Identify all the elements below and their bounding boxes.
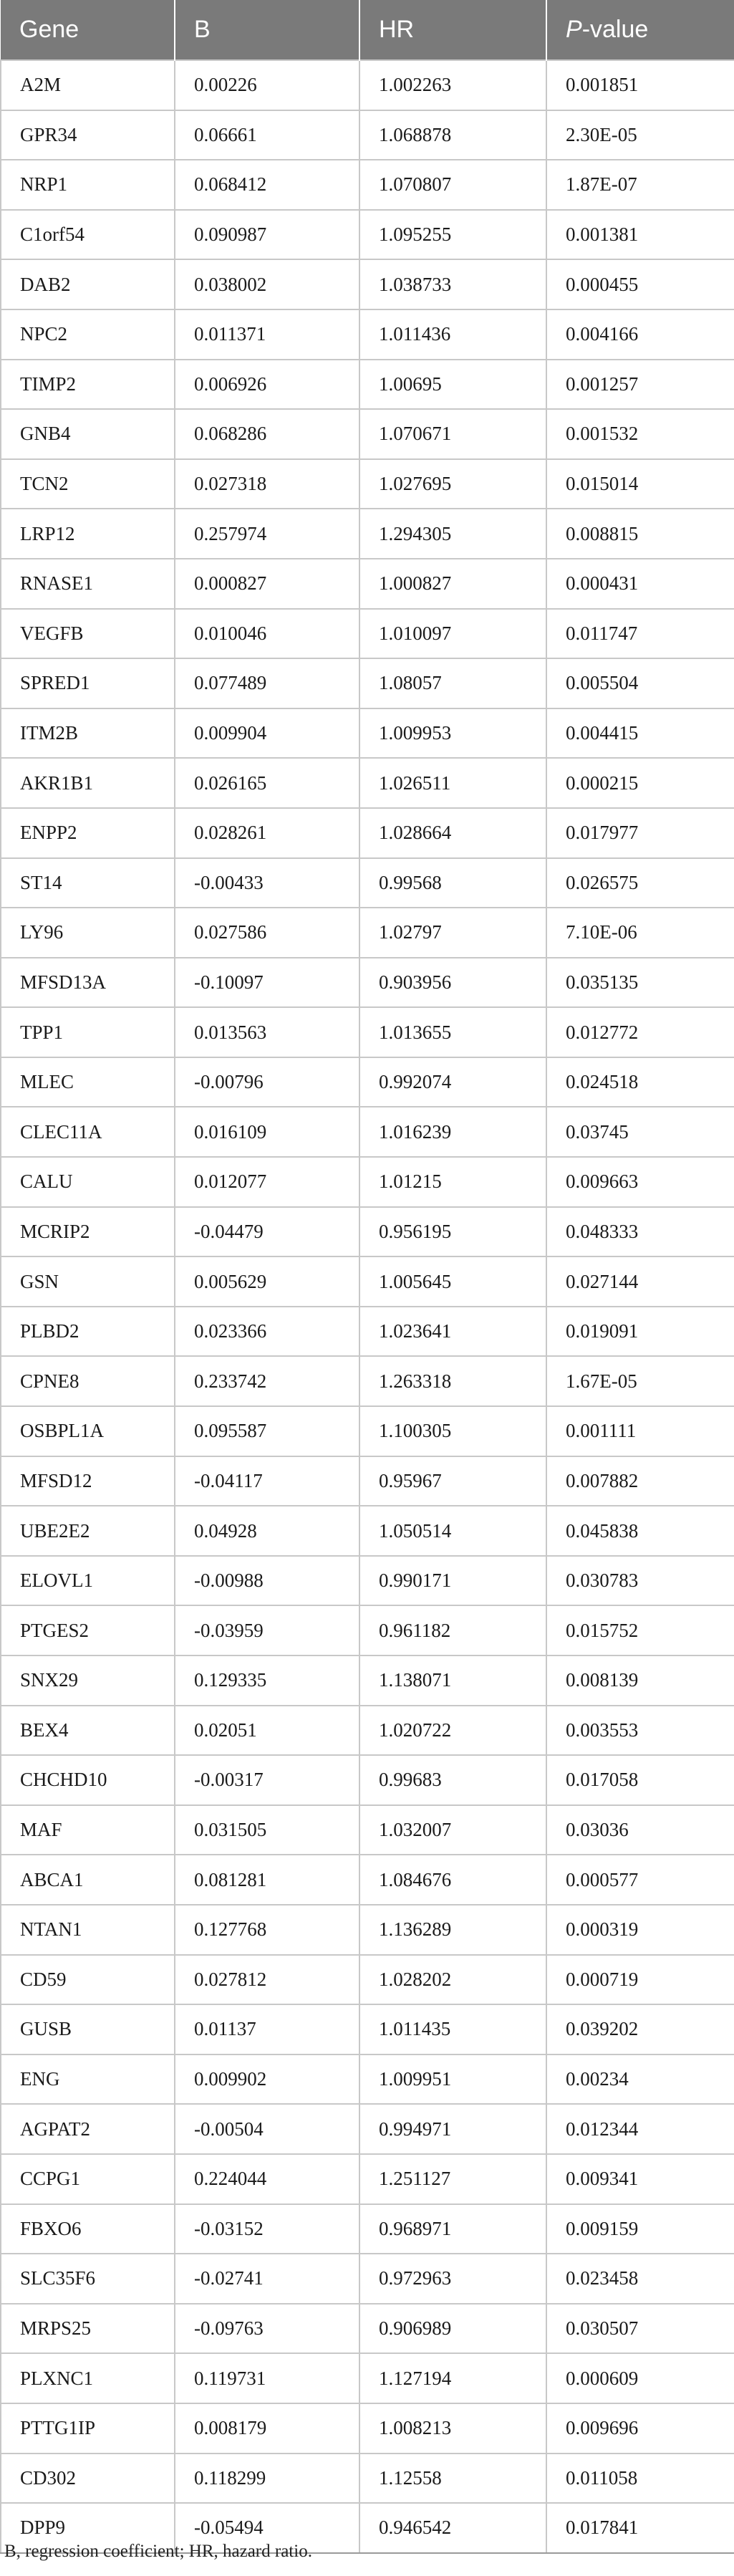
cell-p-value: 0.027144 — [546, 1256, 734, 1307]
cell-gene: A2M — [1, 60, 175, 110]
table-row — [1, 808, 734, 858]
table-row — [1, 2304, 734, 2354]
cell-gene: PLBD2 — [1, 1307, 175, 1357]
cell-hr: 0.972963 — [359, 2254, 546, 2304]
cell-p-value: 0.023458 — [546, 2254, 734, 2304]
table-row — [1, 1556, 734, 1606]
table-row — [1, 259, 734, 309]
cell-gene: PTTG1IP — [1, 2403, 175, 2454]
header-row — [1, 0, 734, 60]
table-row — [1, 409, 734, 459]
cell-b: 0.118299 — [175, 2454, 359, 2504]
table-row — [1, 758, 734, 808]
cell-b: -0.00317 — [175, 1755, 359, 1805]
cell-b: 0.02051 — [175, 1706, 359, 1756]
cell-gene: GSN — [1, 1256, 175, 1307]
cell-b: 0.095587 — [175, 1406, 359, 1456]
cell-p-value: 0.012344 — [546, 2104, 734, 2154]
cell-hr: 1.032007 — [359, 1805, 546, 1855]
cell-hr: 1.251127 — [359, 2154, 546, 2204]
cell-p-value: 0.008139 — [546, 1655, 734, 1706]
cell-p-value: 0.001851 — [546, 60, 734, 110]
table-row — [1, 858, 734, 908]
cell-gene: ITM2B — [1, 708, 175, 759]
cell-p-value: 0.017977 — [546, 808, 734, 858]
cell-gene: VEGFB — [1, 609, 175, 659]
cell-hr: 1.068878 — [359, 110, 546, 160]
cell-p-value: 0.03036 — [546, 1805, 734, 1855]
cell-hr: 0.95967 — [359, 1456, 546, 1506]
cell-gene: DPP9 — [1, 2503, 175, 2553]
cell-gene: SPRED1 — [1, 658, 175, 708]
header-b: B — [175, 0, 359, 60]
cell-gene: PTGES2 — [1, 1605, 175, 1655]
cell-hr: 1.050514 — [359, 1506, 546, 1556]
cell-p-value: 0.009341 — [546, 2154, 734, 2204]
cell-hr: 1.009953 — [359, 708, 546, 759]
cell-b: 0.129335 — [175, 1655, 359, 1706]
cell-b: 0.081281 — [175, 1855, 359, 1905]
cell-p-value: 0.024518 — [546, 1057, 734, 1107]
cell-b: 0.06661 — [175, 110, 359, 160]
header-p-rest: -value — [581, 16, 649, 43]
table-row — [1, 958, 734, 1008]
cell-gene: PLXNC1 — [1, 2353, 175, 2403]
table-row — [1, 559, 734, 609]
cell-p-value: 0.015014 — [546, 459, 734, 509]
cell-p-value: 0.001111 — [546, 1406, 734, 1456]
table-row — [1, 2154, 734, 2204]
table-row — [1, 1356, 734, 1406]
cell-b: -0.00433 — [175, 858, 359, 908]
cell-gene: SLC35F6 — [1, 2254, 175, 2304]
table-row — [1, 609, 734, 659]
cell-hr: 0.990171 — [359, 1556, 546, 1606]
cell-b: 0.027586 — [175, 908, 359, 958]
cell-gene: AKR1B1 — [1, 758, 175, 808]
table-row — [1, 1057, 734, 1107]
cell-b: 0.04928 — [175, 1506, 359, 1556]
table-row — [1, 60, 734, 110]
cell-hr: 1.070807 — [359, 160, 546, 210]
cell-hr: 1.127194 — [359, 2353, 546, 2403]
cell-b: 0.027812 — [175, 1955, 359, 2005]
table-row — [1, 1256, 734, 1307]
cell-p-value: 0.030783 — [546, 1556, 734, 1606]
cell-p-value: 0.030507 — [546, 2304, 734, 2354]
cell-gene: ENG — [1, 2054, 175, 2105]
cell-b: 0.005629 — [175, 1256, 359, 1307]
table-row — [1, 1456, 734, 1506]
cell-hr: 1.008213 — [359, 2403, 546, 2454]
cell-p-value: 0.017841 — [546, 2503, 734, 2553]
table-row — [1, 2403, 734, 2454]
cell-b: 0.011371 — [175, 309, 359, 360]
cell-hr: 1.08057 — [359, 658, 546, 708]
header-p-value — [546, 0, 734, 60]
cell-b: 0.257974 — [175, 509, 359, 559]
cell-hr: 1.070671 — [359, 409, 546, 459]
cell-hr: 1.100305 — [359, 1406, 546, 1456]
cell-hr: 1.016239 — [359, 1107, 546, 1157]
cell-p-value: 0.009159 — [546, 2204, 734, 2254]
cell-hr: 0.99568 — [359, 858, 546, 908]
table-row — [1, 2254, 734, 2304]
cell-b: 0.127768 — [175, 1905, 359, 1955]
table-row — [1, 1755, 734, 1805]
cell-p-value: 0.011058 — [546, 2454, 734, 2504]
cell-b: -0.03959 — [175, 1605, 359, 1655]
cell-b: 0.016109 — [175, 1107, 359, 1157]
table-row — [1, 658, 734, 708]
cell-gene: TPP1 — [1, 1007, 175, 1057]
table-row — [1, 1506, 734, 1556]
table-row — [1, 1655, 734, 1706]
cell-gene: CALU — [1, 1157, 175, 1207]
cell-p-value: 0.017058 — [546, 1755, 734, 1805]
cell-hr: 1.026511 — [359, 758, 546, 808]
cell-b: -0.04117 — [175, 1456, 359, 1506]
cell-gene: UBE2E2 — [1, 1506, 175, 1556]
cell-p-value: 0.007882 — [546, 1456, 734, 1506]
table-row — [1, 459, 734, 509]
table-row — [1, 708, 734, 759]
cell-hr: 1.013655 — [359, 1007, 546, 1057]
cell-b: 0.068286 — [175, 409, 359, 459]
cell-hr: 1.011436 — [359, 309, 546, 360]
cell-gene: CHCHD10 — [1, 1755, 175, 1805]
cell-hr: 1.023641 — [359, 1307, 546, 1357]
cell-b: -0.03152 — [175, 2204, 359, 2254]
table-row — [1, 1307, 734, 1357]
header-hr: HR — [359, 0, 546, 60]
cell-gene: CD302 — [1, 2454, 175, 2504]
cell-gene: MCRIP2 — [1, 1207, 175, 1257]
cell-gene: ELOVL1 — [1, 1556, 175, 1606]
cell-p-value: 0.005504 — [546, 658, 734, 708]
cell-b: 0.008179 — [175, 2403, 359, 2454]
table-row — [1, 160, 734, 210]
table-row — [1, 360, 734, 410]
cell-p-value: 0.000431 — [546, 559, 734, 609]
cell-b: -0.10097 — [175, 958, 359, 1008]
cell-gene: DAB2 — [1, 259, 175, 309]
cell-b: 0.119731 — [175, 2353, 359, 2403]
cell-p-value: 0.000215 — [546, 758, 734, 808]
cell-hr: 1.010097 — [359, 609, 546, 659]
cell-gene: ENPP2 — [1, 808, 175, 858]
cell-b: 0.038002 — [175, 259, 359, 309]
table-row — [1, 309, 734, 360]
cell-p-value: 0.00234 — [546, 2054, 734, 2105]
cell-gene: LY96 — [1, 908, 175, 958]
table-row — [1, 1007, 734, 1057]
cell-p-value: 0.045838 — [546, 1506, 734, 1556]
cell-b: -0.05494 — [175, 2503, 359, 2553]
cell-gene: MFSD13A — [1, 958, 175, 1008]
table-row — [1, 1855, 734, 1905]
cell-hr: 1.011435 — [359, 2004, 546, 2054]
cell-gene: SNX29 — [1, 1655, 175, 1706]
cell-hr: 1.084676 — [359, 1855, 546, 1905]
cell-gene: TCN2 — [1, 459, 175, 509]
cell-b: 0.006926 — [175, 360, 359, 410]
cell-gene: CLEC11A — [1, 1107, 175, 1157]
cell-b: -0.00504 — [175, 2104, 359, 2154]
cell-hr: 1.263318 — [359, 1356, 546, 1406]
cell-p-value: 0.001381 — [546, 210, 734, 260]
cell-b: 0.090987 — [175, 210, 359, 260]
table-row — [1, 2004, 734, 2054]
cell-p-value: 0.000319 — [546, 1905, 734, 1955]
cell-p-value: 0.008815 — [546, 509, 734, 559]
cell-gene: NRP1 — [1, 160, 175, 210]
cell-b: 0.077489 — [175, 658, 359, 708]
cell-p-value: 0.012772 — [546, 1007, 734, 1057]
cell-gene: GPR34 — [1, 110, 175, 160]
cell-hr: 1.00695 — [359, 360, 546, 410]
cell-b: 0.000827 — [175, 559, 359, 609]
cell-p-value: 0.011747 — [546, 609, 734, 659]
cell-b: 0.068412 — [175, 160, 359, 210]
cell-p-value: 0.004415 — [546, 708, 734, 759]
cell-b: -0.00988 — [175, 1556, 359, 1606]
cell-gene: ABCA1 — [1, 1855, 175, 1905]
table-row — [1, 2353, 734, 2403]
cell-hr: 1.028664 — [359, 808, 546, 858]
cell-b: 0.009902 — [175, 2054, 359, 2105]
cell-b: 0.012077 — [175, 1157, 359, 1207]
cell-hr: 1.02797 — [359, 908, 546, 958]
cell-gene: MFSD12 — [1, 1456, 175, 1506]
cell-hr: 0.946542 — [359, 2503, 546, 2553]
cell-p-value: 0.009663 — [546, 1157, 734, 1207]
cell-p-value: 0.009696 — [546, 2403, 734, 2454]
cell-b: -0.00796 — [175, 1057, 359, 1107]
cell-hr: 1.095255 — [359, 210, 546, 260]
cell-p-value: 0.000455 — [546, 259, 734, 309]
cell-hr: 1.027695 — [359, 459, 546, 509]
cell-b: 0.00226 — [175, 60, 359, 110]
cell-b: 0.026165 — [175, 758, 359, 808]
cell-hr: 1.038733 — [359, 259, 546, 309]
table-row — [1, 1905, 734, 1955]
cell-p-value: 0.001532 — [546, 409, 734, 459]
cell-hr: 1.002263 — [359, 60, 546, 110]
cell-gene: RNASE1 — [1, 559, 175, 609]
cell-gene: CD59 — [1, 1955, 175, 2005]
cell-hr: 0.994971 — [359, 2104, 546, 2154]
cell-hr: 1.01215 — [359, 1157, 546, 1207]
table-row — [1, 210, 734, 260]
cell-hr: 1.12558 — [359, 2454, 546, 2504]
cell-hr: 1.009951 — [359, 2054, 546, 2105]
cell-hr: 1.136289 — [359, 1905, 546, 1955]
cell-p-value: 0.03745 — [546, 1107, 734, 1157]
cell-b: 0.01137 — [175, 2004, 359, 2054]
cell-hr: 1.028202 — [359, 1955, 546, 2005]
cell-b: 0.028261 — [175, 808, 359, 858]
table-row — [1, 1157, 734, 1207]
cell-hr: 0.906989 — [359, 2304, 546, 2354]
cell-gene: BEX4 — [1, 1706, 175, 1756]
table-row — [1, 1605, 734, 1655]
table-row — [1, 1706, 734, 1756]
cell-gene: CCPG1 — [1, 2154, 175, 2204]
cell-p-value: 0.000609 — [546, 2353, 734, 2403]
cell-gene: ST14 — [1, 858, 175, 908]
table-row — [1, 2454, 734, 2504]
cell-p-value: 1.87E-07 — [546, 160, 734, 210]
table-row — [1, 908, 734, 958]
cell-gene: OSBPL1A — [1, 1406, 175, 1456]
cell-hr: 0.903956 — [359, 958, 546, 1008]
cell-gene: C1orf54 — [1, 210, 175, 260]
cell-b: 0.224044 — [175, 2154, 359, 2204]
cell-b: 0.013563 — [175, 1007, 359, 1057]
cell-b: 0.010046 — [175, 609, 359, 659]
cell-p-value: 0.035135 — [546, 958, 734, 1008]
cell-hr: 0.968971 — [359, 2204, 546, 2254]
cell-b: 0.031505 — [175, 1805, 359, 1855]
table-row — [1, 1955, 734, 2005]
cell-gene: AGPAT2 — [1, 2104, 175, 2154]
cell-p-value: 0.015752 — [546, 1605, 734, 1655]
cell-gene: MLEC — [1, 1057, 175, 1107]
cell-p-value: 0.004166 — [546, 309, 734, 360]
cell-gene: FBXO6 — [1, 2204, 175, 2254]
cell-hr: 0.99683 — [359, 1755, 546, 1805]
cell-hr: 1.138071 — [359, 1655, 546, 1706]
cell-p-value: 0.000577 — [546, 1855, 734, 1905]
table-row — [1, 2104, 734, 2154]
cell-p-value: 0.001257 — [546, 360, 734, 410]
cell-b: 0.009904 — [175, 708, 359, 759]
cell-b: 0.023366 — [175, 1307, 359, 1357]
cell-hr: 0.956195 — [359, 1207, 546, 1257]
cell-hr: 1.294305 — [359, 509, 546, 559]
table-row — [1, 2204, 734, 2254]
cell-p-value: 7.10E-06 — [546, 908, 734, 958]
cell-b: 0.027318 — [175, 459, 359, 509]
cell-b: -0.09763 — [175, 2304, 359, 2354]
cell-p-value: 0.019091 — [546, 1307, 734, 1357]
cell-p-value: 0.026575 — [546, 858, 734, 908]
cell-b: -0.04479 — [175, 1207, 359, 1257]
cell-p-value: 2.30E-05 — [546, 110, 734, 160]
table-row — [1, 509, 734, 559]
cell-b: -0.02741 — [175, 2254, 359, 2304]
table-row — [1, 1107, 734, 1157]
cell-gene: NPC2 — [1, 309, 175, 360]
table-row — [1, 1406, 734, 1456]
cell-p-value: 0.003553 — [546, 1706, 734, 1756]
cell-hr: 0.992074 — [359, 1057, 546, 1107]
cell-gene: MAF — [1, 1805, 175, 1855]
cell-gene: NTAN1 — [1, 1905, 175, 1955]
cell-hr: 0.961182 — [359, 1605, 546, 1655]
cell-p-value: 0.048333 — [546, 1207, 734, 1257]
header-gene: Gene — [19, 16, 79, 43]
cell-p-value: 0.000719 — [546, 1955, 734, 2005]
cell-p-value: 0.039202 — [546, 2004, 734, 2054]
cell-gene: GUSB — [1, 2004, 175, 2054]
cell-gene: GNB4 — [1, 409, 175, 459]
header-p-italic: P — [566, 16, 582, 43]
cell-gene: CPNE8 — [1, 1356, 175, 1406]
cell-hr: 1.020722 — [359, 1706, 546, 1756]
cell-hr: 1.000827 — [359, 559, 546, 609]
cell-gene: LRP12 — [1, 509, 175, 559]
table-footnote: B, regression coefficient; HR, hazard ratio. — [4, 2542, 312, 2561]
cell-hr: 1.005645 — [359, 1256, 546, 1307]
table-row — [1, 2054, 734, 2105]
cell-gene: MRPS25 — [1, 2304, 175, 2354]
cell-gene: TIMP2 — [1, 360, 175, 410]
table-row — [1, 1805, 734, 1855]
cell-p-value: 1.67E-05 — [546, 1356, 734, 1406]
cell-b: 0.233742 — [175, 1356, 359, 1406]
table-row — [1, 110, 734, 160]
table-row — [1, 1207, 734, 1257]
